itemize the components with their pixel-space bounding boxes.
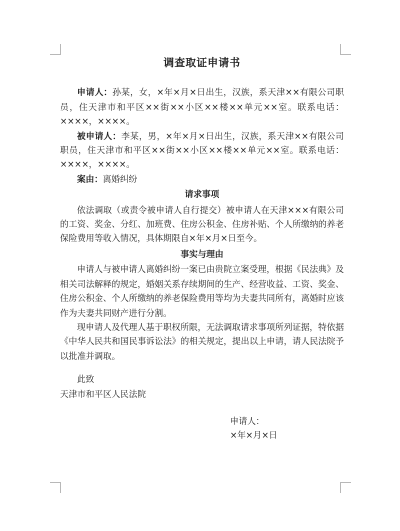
applicant-label: 申请人： xyxy=(77,88,113,99)
crop-mark-top-right xyxy=(340,44,351,55)
closing-salutation: 此致 xyxy=(77,375,95,386)
facts-paragraph-2: 现申请人及代理人基于职权所限，无法调取请求事项所列证据，特依据《中华人民共和国民事诉讼法》的相关规定，提出以上申请，请人民法院予以批准并调取。 xyxy=(60,322,344,362)
court-name: 天津市和平区人民法院 xyxy=(60,389,146,400)
requests-heading: 请求事项 xyxy=(184,190,220,201)
signature-label: 申请人： xyxy=(230,416,265,427)
requests-paragraph: 依法调取（或责令被申请人自行提交）被申请人在天津×××有限公司的工资、奖金、分红、加班费、住房公积金、住房补贴、个人所缴纳的养老保险费用等收入情况，具体期限自×年×月×日至今。 xyxy=(60,205,344,245)
document-body xyxy=(60,56,344,444)
crop-mark-bottom-right xyxy=(340,482,351,493)
facts-heading: 事实与理由 xyxy=(180,249,224,260)
case-text: 离婚纠纷 xyxy=(102,174,138,185)
document-title: 调查取证申请书 xyxy=(163,57,241,69)
case-label: 案由： xyxy=(77,174,103,185)
crop-mark-top-left xyxy=(50,44,61,55)
signature-date: ×年×月×日 xyxy=(230,431,278,442)
facts-paragraph-1: 申请人与被申请人离婚纠纷一案已由贵院立案受理，根据《民法典》及相关司法解释的规定，婚姻关系存续期间的生产、经营收益、工资、奖金、住房公积金、个人所缴纳的养老保险费用等均为夫妻共同所有，离婚时应该作为夫妻共同财产进行分割。 xyxy=(60,265,344,319)
respondent-paragraph xyxy=(60,130,344,173)
respondent-label: 被申请人： xyxy=(77,131,122,142)
applicant-paragraph xyxy=(60,86,344,129)
applicant-text: 孙某，女，×年×月×日出生，汉族，系天津××有限公司职员，住天津市和平区××街××小区××楼××单元××室。联系电话：××××，××××。 xyxy=(60,88,344,128)
case-paragraph xyxy=(60,173,344,187)
crop-mark-bottom-left xyxy=(50,482,61,493)
respondent-text: 李某，男，×年×月×日出生，汉族，系天津××有限公司职员，住天津市和平区××街××小区××楼××单元××室。联系电话：××××，××××。 xyxy=(60,131,344,171)
